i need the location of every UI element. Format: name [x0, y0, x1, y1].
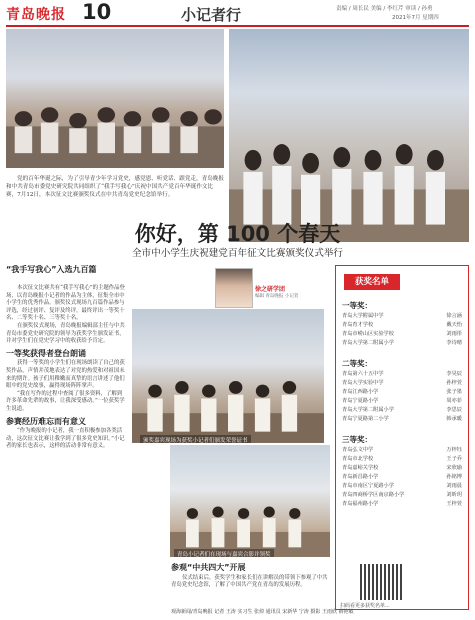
- page-number: 10: [82, 0, 112, 24]
- photo-caption: 颁奖嘉宾现场为获奖小记者们颁发荣誉证书: [140, 435, 251, 443]
- article-column-1-body: [6, 285, 126, 451]
- newspaper-logo: 青岛晚报: [6, 7, 66, 23]
- award-school: 青岛大学附属中学: [342, 313, 384, 319]
- award-name: 李诗晴: [446, 340, 462, 346]
- reporter-avatar: [215, 268, 253, 308]
- photo-group: [170, 445, 330, 557]
- section-heading: 参观“中共四大”开展: [171, 563, 246, 572]
- photo-memorial-hall: [229, 29, 469, 242]
- award-school: 青岛弘文中学: [342, 447, 374, 453]
- section-title: 小记者行: [181, 6, 242, 24]
- header-rule: [6, 25, 469, 27]
- subheadline: 全市中小学生庆祝建党百年征文比赛颁奖仪式举行: [131, 248, 344, 259]
- crowd-illustration: [6, 92, 224, 168]
- intro-paragraph: 党的百年华诞之际，为了引导青少年学习党史，感党恩、听党话、跟党走，青岛晚报和中共青岛市委党史研究院共同组织了“我手写我心”庆祝中国共产党百年华诞作文比赛，7月12日，本次征文比赛颁奖仪式在中共青岛党史纪念馆举行。: [6, 176, 224, 199]
- award-name: 李思辰: [446, 407, 462, 413]
- award-school: 青岛新昌路小学: [342, 474, 379, 480]
- award-school: 青岛大学第二附属小学: [342, 340, 394, 346]
- award-name: 万梓钰: [446, 447, 462, 453]
- photo-award-presentation: [132, 309, 324, 443]
- award-school: 青岛江西路小学: [342, 389, 379, 395]
- award-name: 徐言涵: [446, 313, 462, 319]
- article-paragraph: “作为晚报的小记者，我一直积极参加各类活动，这次征文比赛让我学到了很多党史知识。”小记者的家长也表示，这样的活动非常有意义。: [6, 428, 125, 450]
- award-name: 王子乔: [446, 456, 462, 462]
- award-school: 青岛宁夏路第二小学: [342, 416, 389, 422]
- crowd-illustration: [132, 369, 324, 443]
- reporter-name: 徐之研学团: [255, 286, 286, 293]
- award-school: 青岛市北学校: [342, 456, 374, 462]
- article-column-3: [171, 560, 331, 590]
- awards-sidebar: [335, 265, 469, 610]
- qr-code[interactable]: [360, 564, 404, 600]
- editor-credits: 责编 / 周长民 美编 / 李红芹 审读 / 孙勇: [336, 6, 433, 12]
- article-paragraph: 获得一等奖的小学生们在现场朗读了自己的获奖作品，声情并茂地表达了对党的热爱和对祖国未来的期许。孩子们用稚嫩而真挚的语言讲述了他们眼中的党史故事，赢得现场阵阵掌声。: [6, 360, 125, 390]
- tier3-label: 三等奖：: [342, 435, 372, 444]
- award-name: 张子墨: [446, 389, 462, 395]
- award-name: 孙铭博: [446, 474, 462, 480]
- article-column-1: [6, 262, 214, 277]
- article-paragraph: “我在写作的过程中查阅了很多资料，了解到许多革命先辈的故事，让我深受感动。”一位获奖学生说道。: [6, 390, 125, 412]
- award-school: 青岛大学第二附属小学: [342, 407, 394, 413]
- award-name: 戴天怡: [446, 322, 462, 328]
- award-school: 青岛市崂山区实验学校: [342, 331, 394, 337]
- award-name: 韩承暖: [446, 416, 462, 422]
- qr-caption: 扫码看更多获奖名单...: [340, 603, 390, 609]
- tier2-label: 二等奖：: [342, 359, 372, 368]
- article-paragraph: 本次征文比赛共有“我手写我心”的主题作品登场，以青岛晚报小记者的作品为主体，征集全市中小学生的优秀作品。颁奖仪式现场九百篇作品参与评选，经过初评、复评及终评，最终评出一等奖十名、二等奖十名、三等奖十名。: [6, 285, 125, 322]
- award-school: 青岛市南区宁夏路小学: [342, 483, 394, 489]
- award-name: 刘昕玥: [446, 492, 462, 498]
- award-name: 李昊辰: [446, 371, 462, 377]
- award-school: 青岛福州路小学: [342, 501, 379, 507]
- section-heading: 参赛经历难忘而有意义: [6, 416, 86, 426]
- award-name: 孙梓萱: [446, 380, 462, 386]
- crowd-illustration: [170, 495, 330, 557]
- award-school: 青岛大学实验中学: [342, 380, 384, 386]
- section-heading: 一等奖获得者登台朗诵: [6, 348, 86, 358]
- award-name: 周亦菲: [446, 398, 462, 404]
- article-paragraph: 仪式结束后，获奖学生和家长们在讲解员的带领下参观了中共青岛党史纪念馆，了解了中国共产党在青岛的发展历程。: [171, 574, 328, 589]
- award-school: 青岛宁夏路小学: [342, 398, 379, 404]
- award-school: 青岛育才学校: [342, 322, 374, 328]
- award-school: 青岛嘉峪关学校: [342, 465, 379, 471]
- award-name: 王梓萱: [446, 501, 462, 507]
- reporter-note: 编辑 青岛晚报 小记者: [255, 294, 299, 299]
- awards-title: 获奖名单: [344, 274, 400, 290]
- photo-caption: 青岛小记者们在现场与嘉宾合影并领奖: [174, 549, 274, 557]
- award-name: 刘雨彤: [446, 331, 462, 337]
- award-name: 宋欣瑜: [446, 465, 462, 471]
- award-school: 青岛四商桥学区南京路小学: [342, 492, 405, 498]
- photo-award-ceremony: [6, 29, 224, 168]
- byline-credit: 观海新闻/青岛晚报 记者 王涛 实习生 张倬 通讯员 宋新华 宁涛 摄影 王雨欣 薛艳敏: [171, 609, 354, 615]
- headline: 你好，第 100 个春天: [134, 222, 341, 246]
- issue-date: 2021年7月 星期四: [392, 15, 439, 21]
- award-name: 刘雨晨: [446, 483, 462, 489]
- page-header: [0, 0, 475, 26]
- tier1-label: 一等奖：: [342, 301, 372, 310]
- award-school: 青岛第六十五中学: [342, 371, 384, 377]
- section-heading: “我手写我心”入选九百篇: [6, 265, 97, 274]
- article-paragraph: 在颁奖仪式现场，青岛晚报编辑部主任与中共青岛市委党史研究院的领导为获奖学生颁发证书，并对学生们在党史学习中的收获给予肯定。: [6, 322, 125, 345]
